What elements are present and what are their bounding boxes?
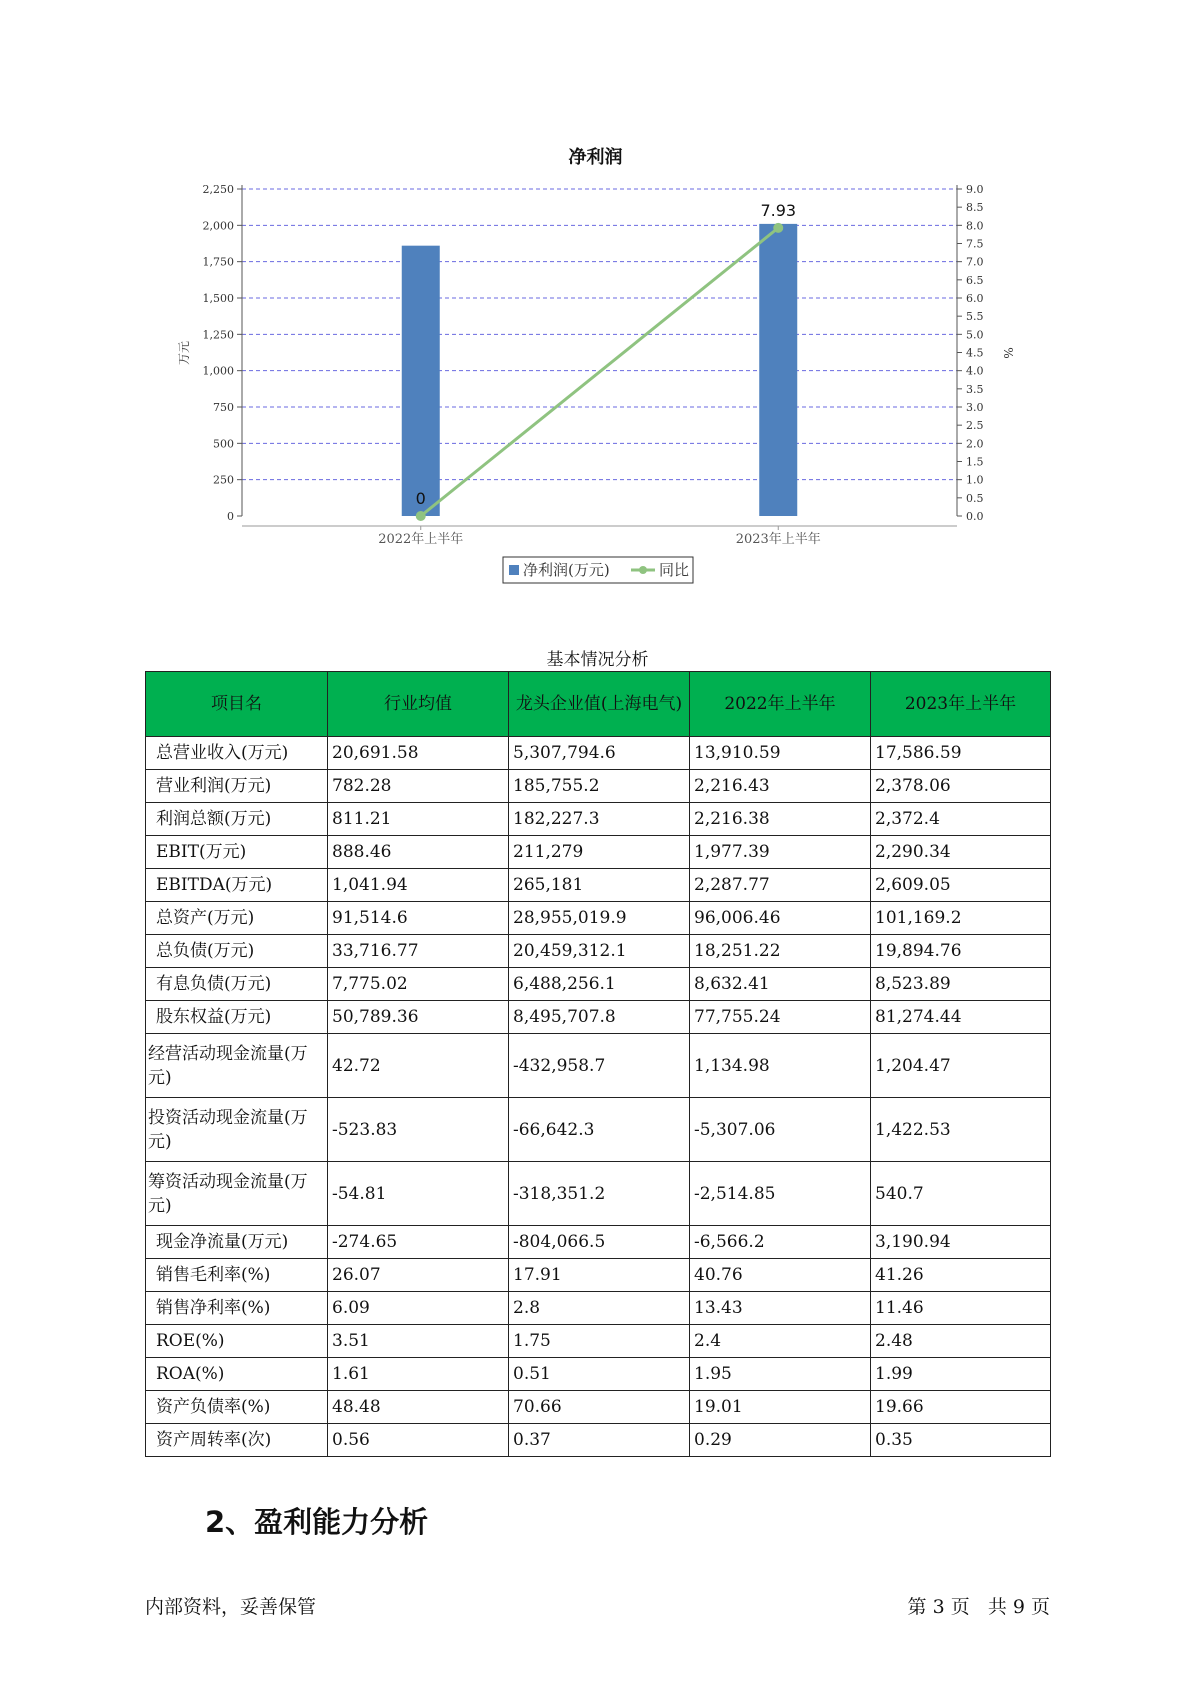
value-cell: -432,958.7 (509, 1034, 690, 1098)
y-tick-label: 750 (213, 401, 234, 414)
row-label-cell: 有息负债(万元) (146, 968, 328, 1001)
y-tick-label: 1,000 (202, 364, 234, 378)
value-cell: -274.65 (328, 1226, 509, 1259)
value-cell: 2.48 (871, 1325, 1051, 1358)
y2-tick-label: 0.0 (966, 510, 984, 523)
yoy-data-label: 7.93 (760, 200, 797, 220)
value-cell: 20,459,312.1 (509, 935, 690, 968)
value-cell: 91,514.6 (328, 902, 509, 935)
row-label-cell: 销售净利率(%) (146, 1292, 328, 1325)
y2-axis-title: % (1001, 347, 1015, 359)
y2-tick-label: 7.0 (966, 255, 984, 269)
value-cell: 2,287.77 (690, 869, 871, 902)
yoy-line (421, 228, 779, 516)
value-cell: 17.91 (509, 1259, 690, 1292)
table-row (146, 737, 1051, 770)
y2-tick-label: 7.5 (966, 237, 984, 251)
y2-tick-label: 1.5 (966, 455, 984, 469)
value-cell: 77,755.24 (690, 1001, 871, 1034)
value-cell: 3,190.94 (871, 1226, 1051, 1259)
table-row (146, 1001, 1051, 1034)
value-cell: 8,495,707.8 (509, 1001, 690, 1034)
y-tick-label: 1,750 (202, 255, 234, 269)
legend-bar-label: 净利润(万元) (523, 561, 610, 579)
value-cell: 48.48 (328, 1391, 509, 1424)
value-cell: 96,006.46 (690, 902, 871, 935)
value-cell: 0.29 (690, 1424, 871, 1457)
table-row (146, 1162, 1051, 1226)
header-leader-value: 龙头企业值(上海电气) (509, 672, 690, 737)
row-label-cell: 销售毛利率(%) (146, 1259, 328, 1292)
row-label-cell: 股东权益(万元) (146, 1001, 328, 1034)
footer-page-number: 第 3 页 共 9 页 (907, 1596, 1050, 1618)
value-cell: 2.8 (509, 1292, 690, 1325)
yoy-point (773, 223, 783, 233)
value-cell: 182,227.3 (509, 803, 690, 836)
row-label-cell: ROA(%) (146, 1358, 328, 1391)
table-row (146, 1259, 1051, 1292)
net-profit-bar (402, 246, 440, 516)
table-row (146, 902, 1051, 935)
value-cell: -804,066.5 (509, 1226, 690, 1259)
y2-tick-label: 8.0 (966, 219, 984, 233)
value-cell: 1,134.98 (690, 1034, 871, 1098)
table-row (146, 935, 1051, 968)
value-cell: 5,307,794.6 (509, 737, 690, 770)
header-2022h1: 2022年上半年 (690, 672, 871, 737)
value-cell: 8,523.89 (871, 968, 1051, 1001)
yoy-point (416, 511, 426, 521)
value-cell: 50,789.36 (328, 1001, 509, 1034)
value-cell: 19.01 (690, 1391, 871, 1424)
y2-tick-label: 2.5 (966, 419, 984, 433)
y2-tick-label: 5.5 (966, 310, 984, 324)
row-label-cell: EBITDA(万元) (146, 869, 328, 902)
chart-title: 净利润 (568, 147, 623, 168)
legend-bar-swatch (509, 565, 519, 575)
row-label-cell: 筹资活动现金流量(万元) (146, 1162, 328, 1226)
row-label-cell: EBIT(万元) (146, 836, 328, 869)
value-cell: -2,514.85 (690, 1162, 871, 1226)
value-cell: 211,279 (509, 836, 690, 869)
footer-confidential-note: 内部资料，妥善保管 (145, 1596, 317, 1618)
value-cell: 70.66 (509, 1391, 690, 1424)
value-cell: 11.46 (871, 1292, 1051, 1325)
x-tick-label: 2023年上半年 (735, 532, 821, 547)
value-cell: 81,274.44 (871, 1001, 1051, 1034)
value-cell: 101,169.2 (871, 902, 1051, 935)
value-cell: 1,422.53 (871, 1098, 1051, 1162)
value-cell: 2,216.38 (690, 803, 871, 836)
yoy-data-label: 0 (415, 489, 426, 508)
value-cell: 1,041.94 (328, 869, 509, 902)
value-cell: 20,691.58 (328, 737, 509, 770)
value-cell: 2,290.34 (871, 836, 1051, 869)
table-row (146, 1391, 1051, 1424)
table-row (146, 803, 1051, 836)
value-cell: 1,204.47 (871, 1034, 1051, 1098)
value-cell: 265,181 (509, 869, 690, 902)
value-cell: 1.99 (871, 1358, 1051, 1391)
value-cell: 1.95 (690, 1358, 871, 1391)
table-row (146, 1292, 1051, 1325)
y-tick-label: 1,250 (202, 328, 234, 342)
value-cell: 888.46 (328, 836, 509, 869)
table-row (146, 1358, 1051, 1391)
table-row (146, 968, 1051, 1001)
value-cell: 6,488,256.1 (509, 968, 690, 1001)
value-cell: 18,251.22 (690, 935, 871, 968)
table-row (146, 1424, 1051, 1457)
header-2023h1: 2023年上半年 (871, 672, 1051, 737)
value-cell: 6.09 (328, 1292, 509, 1325)
y-tick-label: 500 (213, 437, 234, 451)
value-cell: 2,378.06 (871, 770, 1051, 803)
legend-line-label: 同比 (659, 561, 690, 579)
value-cell: 40.76 (690, 1259, 871, 1292)
value-cell: 13,910.59 (690, 737, 871, 770)
value-cell: 19,894.76 (871, 935, 1051, 968)
value-cell: 2,216.43 (690, 770, 871, 803)
value-cell: 782.28 (328, 770, 509, 803)
table-row (146, 1226, 1051, 1259)
value-cell: 26.07 (328, 1259, 509, 1292)
value-cell: 3.51 (328, 1325, 509, 1358)
y2-tick-label: 8.5 (966, 201, 984, 215)
y-tick-label: 0 (227, 510, 234, 523)
value-cell: 0.37 (509, 1424, 690, 1457)
header-industry-avg: 行业均值 (328, 672, 509, 737)
value-cell: 2,372.4 (871, 803, 1051, 836)
y2-tick-label: 6.0 (966, 292, 984, 305)
value-cell: 42.72 (328, 1034, 509, 1098)
value-cell: 1,977.39 (690, 836, 871, 869)
y2-tick-label: 2.0 (966, 437, 984, 451)
net-profit-chart (0, 0, 1191, 600)
table-row (146, 1098, 1051, 1162)
row-label-cell: 经营活动现金流量(万元) (146, 1034, 328, 1098)
y2-tick-label: 3.0 (966, 401, 984, 414)
y2-tick-label: 3.5 (966, 382, 984, 396)
y2-tick-label: 4.5 (966, 346, 984, 360)
row-label-cell: ROE(%) (146, 1325, 328, 1358)
row-label-cell: 总负债(万元) (146, 935, 328, 968)
value-cell: 811.21 (328, 803, 509, 836)
value-cell: 540.7 (871, 1162, 1051, 1226)
header-item-name: 项目名 (146, 672, 328, 737)
row-label-cell: 总营业收入(万元) (146, 737, 328, 770)
value-cell: 28,955,019.9 (509, 902, 690, 935)
value-cell: 1.61 (328, 1358, 509, 1391)
section-heading: 2、盈利能力分析 (205, 1505, 429, 1539)
value-cell: 1.75 (509, 1325, 690, 1358)
row-label-cell: 总资产(万元) (146, 902, 328, 935)
value-cell: -54.81 (328, 1162, 509, 1226)
y2-tick-label: 5.0 (966, 328, 984, 342)
y2-tick-label: 1.0 (966, 473, 984, 487)
value-cell: -5,307.06 (690, 1098, 871, 1162)
y2-tick-label: 9.0 (966, 183, 984, 196)
x-tick-label: 2022年上半年 (378, 532, 464, 547)
value-cell: 0.35 (871, 1424, 1051, 1457)
row-label-cell: 营业利润(万元) (146, 770, 328, 803)
net-profit-bar (759, 224, 797, 516)
chart-canvas (0, 0, 1191, 600)
table-row (146, 1325, 1051, 1358)
value-cell: 185,755.2 (509, 770, 690, 803)
row-label-cell: 投资活动现金流量(万元) (146, 1098, 328, 1162)
y2-tick-label: 0.5 (966, 491, 984, 505)
basic-analysis-table (145, 671, 1051, 1457)
row-label-cell: 现金净流量(万元) (146, 1226, 328, 1259)
y2-tick-label: 4.0 (966, 364, 984, 378)
value-cell: 7,775.02 (328, 968, 509, 1001)
value-cell: -523.83 (328, 1098, 509, 1162)
value-cell: 33,716.77 (328, 935, 509, 968)
value-cell: 17,586.59 (871, 737, 1051, 770)
value-cell: 41.26 (871, 1259, 1051, 1292)
y2-tick-label: 6.5 (966, 273, 984, 287)
value-cell: 19.66 (871, 1391, 1051, 1424)
legend-line-marker (639, 566, 647, 574)
table-row (146, 1034, 1051, 1098)
table-row (146, 869, 1051, 902)
y-tick-label: 250 (213, 473, 234, 487)
y-axis-title: 万元 (177, 340, 191, 366)
table-row (146, 770, 1051, 803)
value-cell: 2,609.05 (871, 869, 1051, 902)
value-cell: -6,566.2 (690, 1226, 871, 1259)
table-row (146, 836, 1051, 869)
table-header-row (146, 672, 1051, 737)
row-label-cell: 资产周转率(次) (146, 1424, 328, 1457)
row-label-cell: 资产负债率(%) (146, 1391, 328, 1424)
row-label-cell: 利润总额(万元) (146, 803, 328, 836)
y-tick-label: 2,250 (202, 183, 234, 196)
value-cell: 13.43 (690, 1292, 871, 1325)
value-cell: 2.4 (690, 1325, 871, 1358)
y-tick-label: 1,500 (202, 292, 234, 305)
value-cell: 8,632.41 (690, 968, 871, 1001)
value-cell: -318,351.2 (509, 1162, 690, 1226)
table-caption: 基本情况分析 (546, 650, 649, 670)
value-cell: 0.56 (328, 1424, 509, 1457)
y-tick-label: 2,000 (202, 219, 234, 233)
value-cell: -66,642.3 (509, 1098, 690, 1162)
value-cell: 0.51 (509, 1358, 690, 1391)
